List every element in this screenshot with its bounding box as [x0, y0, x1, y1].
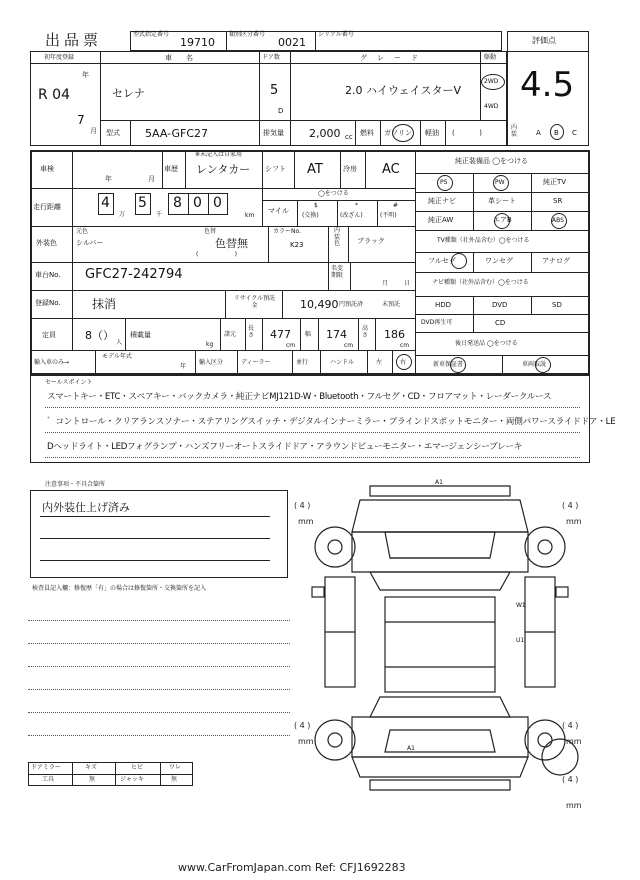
navi-hdd: HDD — [435, 301, 452, 309]
naisou-label: 内装 — [511, 124, 518, 138]
notes-line-1: 内外装仕上げ済み — [42, 501, 130, 514]
serial-label: シリアル番号 — [318, 31, 354, 38]
displacement-label: 排気量 — [263, 129, 284, 137]
kaizan-label: (改ざん) — [340, 212, 363, 219]
shift-label: シフト — [265, 165, 286, 173]
length-label: 長さ — [248, 325, 255, 339]
shift-value: AT — [307, 162, 323, 177]
later-warranty: 新車保証書 — [433, 361, 464, 368]
legend-val-1: 工具 — [42, 776, 55, 783]
diagram-side-mark-1: W1 — [516, 602, 526, 609]
mileage-note: ◯をつける — [318, 190, 349, 197]
left-label: 左 — [376, 359, 383, 366]
koukan-label: (交換) — [302, 212, 319, 219]
width-value: 174 — [326, 328, 347, 341]
first-reg-year: R 04 — [38, 87, 70, 103]
fuel-label: 燃料 — [360, 129, 374, 137]
mileage-digit-5: 0 — [213, 195, 222, 211]
iro-bracket: ( ) — [196, 251, 237, 258]
recycle-paid: 円預託済 — [339, 301, 364, 308]
dealer-label: ディーラー — [241, 359, 271, 366]
mileage-digit-3: 8 — [173, 195, 182, 211]
legend-val-4: 無 — [171, 776, 178, 783]
sheet-title: 出品票 — [45, 31, 103, 49]
mile-sym-2: * — [355, 202, 358, 209]
footer-watermark: www.CarFromJapan.com Ref: CFJ1692283 — [178, 861, 406, 874]
legend-head-1: ドアミラー — [31, 764, 61, 771]
tire-rr-value: ( 4 ) — [562, 721, 579, 730]
tire-fl-unit: mm — [298, 517, 314, 526]
meihen-day: 日 — [404, 280, 411, 287]
navi-title: ナビ種類（社外品含む）◯をつける — [432, 279, 529, 286]
diesel-label: 軽油 — [425, 129, 439, 137]
parallel-label: 並行 — [296, 359, 309, 366]
diesel-bracket: ( ) — [452, 129, 482, 137]
length-unit: cm — [286, 342, 296, 349]
color-no-label: カラーNo. — [273, 228, 301, 235]
interior-label: 内装色 — [334, 227, 341, 248]
first-reg-month: 7 — [77, 113, 85, 127]
handle-label: ハンドル — [330, 359, 355, 366]
soubi-aw: 純正AW — [428, 216, 454, 224]
legend-head-2: キズ — [85, 764, 97, 771]
aircon-label: 冷房 — [343, 165, 357, 173]
shaken-month-unit: 月 — [148, 175, 155, 183]
later-manual: 車両取説 — [522, 361, 547, 368]
navi-sd: SD — [552, 301, 562, 309]
katashiki-label: 型式指定番号 — [133, 31, 170, 38]
soubi-leather: 革シート — [488, 197, 516, 205]
import-label: 輸入車のみ→ — [34, 359, 70, 366]
tire-fr-unit: mm — [566, 517, 582, 526]
tv-fullseg: フルセグ — [428, 257, 456, 265]
recycle-value: 10,490 — [300, 298, 339, 311]
tire-spare-value: ( 4 ) — [562, 775, 579, 784]
drive-2wd: 2WD — [484, 78, 499, 85]
chassis-value: GFC27-242794 — [85, 267, 183, 282]
color-no-value: K23 — [290, 241, 304, 249]
car-diagram — [290, 472, 590, 812]
navi-cd: CD — [495, 319, 506, 327]
shaken-year-unit: 年 — [105, 175, 112, 183]
soubi-abs: ABS — [552, 217, 564, 224]
grade-value: 2.0 ハイウェイスターV — [345, 84, 461, 97]
tire-rl-unit: mm — [298, 737, 314, 746]
iro-label: 色替 — [204, 228, 217, 235]
recycle-unpaid: 未預託 — [382, 301, 401, 308]
aircon-value: AC — [382, 162, 400, 177]
naisou-b: B — [554, 129, 559, 137]
legend-head-3: ヒビ — [131, 764, 144, 771]
height-label: 高さ — [362, 325, 369, 339]
mileage-label: 走行距離 — [33, 203, 61, 211]
navi-dvdplay: DVD再生可 — [421, 319, 453, 326]
mileage-digit-1: 4 — [101, 195, 110, 211]
right-label: 右 — [400, 359, 407, 366]
legend-val-2: 無 — [89, 776, 96, 783]
tire-fr-value: ( 4 ) — [562, 501, 579, 510]
legend-val-3: ジャッキ — [120, 776, 144, 783]
width-unit: cm — [344, 342, 354, 349]
grade-label: グレード — [360, 54, 428, 62]
model-year-label: モデル年式 — [102, 353, 132, 360]
door-suffix: D — [278, 107, 284, 115]
soubi-title: 純正装備品 ◯をつける — [455, 157, 529, 165]
fumei-label: (不明) — [380, 212, 397, 219]
tire-fl-value: ( 4 ) — [294, 501, 311, 510]
load-label: 積載量 — [130, 331, 151, 339]
sales-point-line-1: スマートキー・ETC・スペアキー・バックカメラ・純正ナビMJ121D-W・Bluetooth・フルセグ・CD・フロアマット・レーダークルース — [47, 392, 552, 402]
naisou-a: A — [536, 129, 541, 137]
inspector-title: 検査員記入欄：修復歴「有」の場合は修復箇所・交換箇所を記入 — [32, 585, 207, 592]
legend-head-4: ワレ — [169, 764, 182, 771]
displacement-value: 2,000 — [309, 127, 341, 140]
diagram-bottom-mark: A1 — [407, 745, 415, 752]
soubi-airbag: エアB — [493, 216, 512, 224]
color-value: シルバー — [76, 239, 104, 247]
soubi-tv: 純正TV — [543, 178, 567, 186]
mile-sym-3: # — [393, 202, 399, 209]
score-value: 4.5 — [520, 65, 575, 105]
use-label: 車歴 — [164, 165, 178, 173]
height-value: 186 — [384, 328, 405, 341]
door-value: 5 — [270, 83, 279, 98]
tv-oneseg: ワンセグ — [485, 257, 513, 265]
soubi-navi: 純正ナビ — [428, 197, 456, 205]
sales-point-line-3: Dヘッドライト・LEDフォグランプ・ハンズフリーオートスライドドア・アラウンドビューモニター・エマージェンシーブレーキ — [47, 442, 523, 452]
naisou-c: C — [572, 129, 577, 137]
mileage-digit-2: 5 — [138, 195, 147, 211]
tv-analog: アナログ — [542, 257, 570, 265]
ruibetsu-value: 0021 — [278, 36, 306, 49]
length-value: 477 — [270, 328, 291, 341]
mileage-digit-4: 0 — [193, 195, 202, 211]
height-unit: cm — [400, 342, 410, 349]
mile-label: マイル — [268, 207, 289, 215]
motoiro-label: 元色 — [76, 228, 89, 235]
shaken-label: 車検 — [40, 165, 54, 173]
sen-unit: 千 — [156, 211, 163, 218]
capacity-value: 8（） — [85, 329, 114, 342]
ruibetsu-label: 類別区分番号 — [229, 31, 266, 38]
sales-point-line-2: ゛コントロール・クリアランスソナー・ステアリングスイッチ・デジタルインナーミラー・ブラインドスポットモニター・両側パワースライドドア・LE — [47, 417, 616, 427]
navi-dvd: DVD — [492, 301, 508, 309]
km-unit: km — [245, 212, 255, 219]
width-label: 幅 — [305, 331, 312, 338]
diagram-top-mark: A1 — [435, 479, 443, 486]
notes-title: 注意事項・不具合箇所 — [45, 481, 106, 488]
diagram-side-mark-2: U1 — [516, 637, 525, 644]
tire-rl-value: ( 4 ) — [294, 721, 311, 730]
tire-spare-unit: mm — [566, 801, 582, 810]
chassis-label: 車台No. — [35, 271, 61, 279]
drive-label: 駆動 — [484, 54, 497, 61]
reg-label: 登録No. — [35, 299, 61, 307]
shamei-label: 車名 — [165, 54, 207, 62]
capacity-label: 定員 — [42, 331, 56, 339]
reg-value: 抹消 — [92, 297, 117, 311]
interior-value: ブラック — [357, 237, 385, 245]
score-label: 評価点 — [532, 36, 556, 45]
drive-4wd: 4WD — [484, 103, 499, 110]
import-kubun-label: 輸入区分 — [199, 359, 224, 366]
first-reg-year-unit: 年 — [82, 71, 89, 79]
fuel-value: ガソリン — [384, 129, 412, 137]
displacement-unit: cc — [345, 133, 353, 141]
mile-sym-1: $ — [314, 202, 318, 209]
sales-point-title: セールスポイント — [45, 379, 93, 386]
model-value: 5AA-GFC27 — [145, 127, 209, 140]
tv-title: TV種類（社外品含む）◯をつける — [437, 237, 530, 244]
shamei-value: セレナ — [112, 87, 145, 100]
model-label: 型式 — [106, 129, 120, 137]
use-value: レンタカー — [196, 163, 251, 176]
later-title: 後日発送品 ◯をつける — [455, 340, 518, 347]
soubi-ps: PS — [440, 179, 448, 186]
color-label: 外装色 — [36, 239, 57, 247]
use-note: ※未記入は自家用 — [195, 151, 243, 158]
recycle-label: リサイクル預託金 — [233, 295, 276, 310]
meihen-month: 月 — [382, 280, 389, 287]
first-reg-label: 初年度登録 — [44, 54, 75, 61]
first-reg-month-unit: 月 — [90, 127, 97, 135]
soubi-sr: SR — [553, 197, 563, 205]
iro-value: 色替無 — [215, 237, 248, 250]
soubi-pw: PW — [495, 179, 505, 186]
katashiki-value: 19710 — [180, 36, 215, 49]
door-label: ドア数 — [262, 54, 280, 61]
person-unit: 人 — [116, 339, 123, 346]
man-unit: 万 — [119, 211, 126, 218]
model-year-unit: 年 — [180, 363, 187, 370]
meihen-label: 名変期限 — [331, 265, 344, 279]
tire-rr-unit: mm — [566, 737, 582, 746]
load-unit: kg — [206, 341, 214, 348]
size-label: 諸元 — [224, 331, 237, 338]
